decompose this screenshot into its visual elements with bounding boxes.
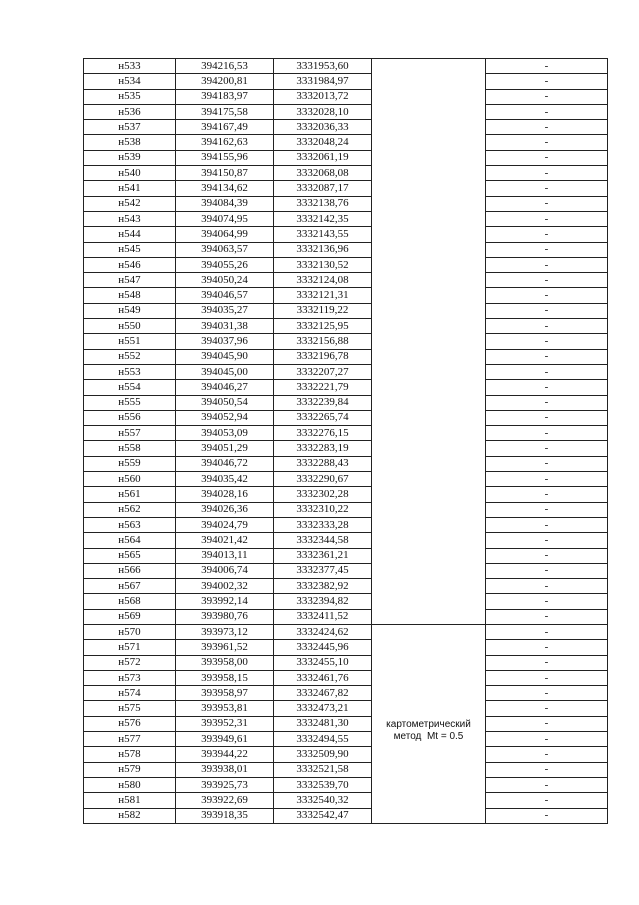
y-coordinate-cell: 3332028,10 <box>274 104 372 119</box>
y-coordinate-cell: 3332481,30 <box>274 716 372 731</box>
y-coordinate-cell: 3332196,78 <box>274 349 372 364</box>
point-id-cell: н554 <box>84 380 176 395</box>
point-id-cell: н564 <box>84 533 176 548</box>
table-row <box>84 349 608 364</box>
table-row <box>84 303 608 318</box>
x-coordinate-cell: 394074,95 <box>176 211 274 226</box>
table-row <box>84 334 608 349</box>
y-coordinate-cell: 3332377,45 <box>274 563 372 578</box>
y-coordinate-cell: 3331953,60 <box>274 59 372 74</box>
x-coordinate-cell: 394035,42 <box>176 472 274 487</box>
y-coordinate-cell: 3332361,21 <box>274 548 372 563</box>
point-id-cell: н561 <box>84 487 176 502</box>
point-id-cell: н545 <box>84 242 176 257</box>
table-row <box>84 410 608 425</box>
table-row <box>84 777 608 792</box>
y-coordinate-cell: 3332156,88 <box>274 334 372 349</box>
y-coordinate-cell: 3332061,19 <box>274 150 372 165</box>
point-id-cell: н533 <box>84 59 176 74</box>
x-coordinate-cell: 393992,14 <box>176 594 274 609</box>
table-row <box>84 579 608 594</box>
point-id-cell: н567 <box>84 579 176 594</box>
x-coordinate-cell: 394046,27 <box>176 380 274 395</box>
y-coordinate-cell: 3332125,95 <box>274 319 372 334</box>
point-id-cell: н549 <box>84 303 176 318</box>
x-coordinate-cell: 393973,12 <box>176 624 274 639</box>
point-id-cell: н568 <box>84 594 176 609</box>
table-row <box>84 150 608 165</box>
dash-cell: - <box>486 74 608 89</box>
point-id-cell: н558 <box>84 441 176 456</box>
point-id-cell: н560 <box>84 472 176 487</box>
dash-cell: - <box>486 242 608 257</box>
x-coordinate-cell: 394013,11 <box>176 548 274 563</box>
point-id-cell: н576 <box>84 716 176 731</box>
dash-cell: - <box>486 303 608 318</box>
dash-cell: - <box>486 533 608 548</box>
point-id-cell: н562 <box>84 502 176 517</box>
table-row <box>84 211 608 226</box>
point-id-cell: н544 <box>84 227 176 242</box>
x-coordinate-cell: 394051,29 <box>176 441 274 456</box>
table-row <box>84 59 608 74</box>
dash-cell: - <box>486 701 608 716</box>
point-id-cell: н543 <box>84 211 176 226</box>
y-coordinate-cell: 3332424,62 <box>274 624 372 639</box>
x-coordinate-cell: 394053,09 <box>176 426 274 441</box>
x-coordinate-cell: 394046,57 <box>176 288 274 303</box>
x-coordinate-cell: 393918,35 <box>176 808 274 823</box>
method-label-line1: картометрический <box>386 718 471 730</box>
y-coordinate-cell: 3332494,55 <box>274 732 372 747</box>
dash-cell: - <box>486 716 608 731</box>
x-coordinate-cell: 394021,42 <box>176 533 274 548</box>
x-coordinate-cell: 394050,54 <box>176 395 274 410</box>
x-coordinate-cell: 394046,72 <box>176 456 274 471</box>
dash-cell: - <box>486 686 608 701</box>
point-id-cell: н536 <box>84 104 176 119</box>
dash-cell: - <box>486 89 608 104</box>
y-coordinate-cell: 3332036,33 <box>274 120 372 135</box>
dash-cell: - <box>486 594 608 609</box>
point-id-cell: н575 <box>84 701 176 716</box>
dash-cell: - <box>486 670 608 685</box>
dash-cell: - <box>486 502 608 517</box>
point-id-cell: н535 <box>84 89 176 104</box>
point-id-cell: н548 <box>84 288 176 303</box>
x-coordinate-cell: 393953,81 <box>176 701 274 716</box>
dash-cell: - <box>486 364 608 379</box>
point-id-cell: н542 <box>84 196 176 211</box>
point-id-cell: н577 <box>84 732 176 747</box>
dash-cell: - <box>486 548 608 563</box>
y-coordinate-cell: 3332221,79 <box>274 380 372 395</box>
y-coordinate-cell: 3332542,47 <box>274 808 372 823</box>
y-coordinate-cell: 3332138,76 <box>274 196 372 211</box>
dash-cell: - <box>486 456 608 471</box>
x-coordinate-cell: 394031,38 <box>176 319 274 334</box>
x-coordinate-cell: 394216,53 <box>176 59 274 74</box>
x-coordinate-cell: 393958,97 <box>176 686 274 701</box>
method-label-line2: метод Mt = 0.5 <box>393 730 464 742</box>
point-id-cell: н573 <box>84 670 176 685</box>
table-row <box>84 89 608 104</box>
dash-cell: - <box>486 288 608 303</box>
table-row <box>84 196 608 211</box>
table-row <box>84 242 608 257</box>
dash-cell: - <box>486 319 608 334</box>
y-coordinate-cell: 3332290,67 <box>274 472 372 487</box>
y-coordinate-cell: 3332136,96 <box>274 242 372 257</box>
x-coordinate-cell: 394162,63 <box>176 135 274 150</box>
dash-cell: - <box>486 441 608 456</box>
table-row <box>84 364 608 379</box>
point-id-cell: н555 <box>84 395 176 410</box>
method-cell <box>372 624 486 823</box>
dash-cell: - <box>486 104 608 119</box>
y-coordinate-cell: 3331984,97 <box>274 74 372 89</box>
x-coordinate-cell: 393961,52 <box>176 640 274 655</box>
dash-cell: - <box>486 150 608 165</box>
point-id-cell: н540 <box>84 166 176 181</box>
y-coordinate-cell: 3332276,15 <box>274 426 372 441</box>
x-coordinate-cell: 394045,90 <box>176 349 274 364</box>
dash-cell: - <box>486 472 608 487</box>
dash-cell: - <box>486 380 608 395</box>
x-coordinate-cell: 394064,99 <box>176 227 274 242</box>
x-coordinate-cell: 393949,61 <box>176 732 274 747</box>
dash-cell: - <box>486 579 608 594</box>
point-id-cell: н563 <box>84 517 176 532</box>
dash-cell: - <box>486 624 608 639</box>
table-row <box>84 686 608 701</box>
dash-cell: - <box>486 747 608 762</box>
table-row <box>84 701 608 716</box>
dash-cell: - <box>486 273 608 288</box>
point-id-cell: н553 <box>84 364 176 379</box>
dash-cell: - <box>486 655 608 670</box>
y-coordinate-cell: 3332130,52 <box>274 257 372 272</box>
table-row <box>84 227 608 242</box>
point-id-cell: н541 <box>84 181 176 196</box>
table-row <box>84 732 608 747</box>
table-row <box>84 288 608 303</box>
x-coordinate-cell: 394150,87 <box>176 166 274 181</box>
dash-cell: - <box>486 349 608 364</box>
y-coordinate-cell: 3332540,32 <box>274 793 372 808</box>
coordinates-table-body <box>84 59 608 824</box>
y-coordinate-cell: 3332142,35 <box>274 211 372 226</box>
dash-cell: - <box>486 181 608 196</box>
table-row <box>84 548 608 563</box>
y-coordinate-cell: 3332302,28 <box>274 487 372 502</box>
dash-cell: - <box>486 334 608 349</box>
point-id-cell: н550 <box>84 319 176 334</box>
y-coordinate-cell: 3332382,92 <box>274 579 372 594</box>
table-row <box>84 762 608 777</box>
y-coordinate-cell: 3332288,43 <box>274 456 372 471</box>
x-coordinate-cell: 393938,01 <box>176 762 274 777</box>
point-id-cell: н570 <box>84 624 176 639</box>
table-row <box>84 793 608 808</box>
y-coordinate-cell: 3332143,55 <box>274 227 372 242</box>
table-row <box>84 716 608 731</box>
dash-cell: - <box>486 762 608 777</box>
table-row <box>84 609 608 624</box>
table-row <box>84 456 608 471</box>
dash-cell: - <box>486 59 608 74</box>
x-coordinate-cell: 393952,31 <box>176 716 274 731</box>
dash-cell: - <box>486 487 608 502</box>
x-coordinate-cell: 394026,36 <box>176 502 274 517</box>
y-coordinate-cell: 3332207,27 <box>274 364 372 379</box>
point-id-cell: н547 <box>84 273 176 288</box>
dash-cell: - <box>486 563 608 578</box>
x-coordinate-cell: 394167,49 <box>176 120 274 135</box>
y-coordinate-cell: 3332445,96 <box>274 640 372 655</box>
y-coordinate-cell: 3332048,24 <box>274 135 372 150</box>
dash-cell: - <box>486 227 608 242</box>
table-row <box>84 655 608 670</box>
table-row <box>84 120 608 135</box>
table-row <box>84 395 608 410</box>
point-id-cell: н572 <box>84 655 176 670</box>
y-coordinate-cell: 3332310,22 <box>274 502 372 517</box>
point-id-cell: н574 <box>84 686 176 701</box>
dash-cell: - <box>486 808 608 823</box>
point-id-cell: н581 <box>84 793 176 808</box>
table-row <box>84 319 608 334</box>
table-row <box>84 487 608 502</box>
y-coordinate-cell: 3332119,22 <box>274 303 372 318</box>
x-coordinate-cell: 394084,39 <box>176 196 274 211</box>
dash-cell: - <box>486 609 608 624</box>
table-row <box>84 273 608 288</box>
y-coordinate-cell: 3332239,84 <box>274 395 372 410</box>
y-coordinate-cell: 3332411,52 <box>274 609 372 624</box>
y-coordinate-cell: 3332455,10 <box>274 655 372 670</box>
x-coordinate-cell: 394002,32 <box>176 579 274 594</box>
y-coordinate-cell: 3332521,58 <box>274 762 372 777</box>
point-id-cell: н551 <box>84 334 176 349</box>
y-coordinate-cell: 3332473,21 <box>274 701 372 716</box>
coordinates-table <box>83 58 608 824</box>
y-coordinate-cell: 3332509,90 <box>274 747 372 762</box>
table-row <box>84 670 608 685</box>
y-coordinate-cell: 3332344,58 <box>274 533 372 548</box>
dash-cell: - <box>486 120 608 135</box>
table-row <box>84 594 608 609</box>
point-id-cell: н556 <box>84 410 176 425</box>
x-coordinate-cell: 393922,69 <box>176 793 274 808</box>
x-coordinate-cell: 394028,16 <box>176 487 274 502</box>
table-row <box>84 135 608 150</box>
dash-cell: - <box>486 517 608 532</box>
x-coordinate-cell: 393958,00 <box>176 655 274 670</box>
y-coordinate-cell: 3332283,19 <box>274 441 372 456</box>
x-coordinate-cell: 393958,15 <box>176 670 274 685</box>
table-row <box>84 472 608 487</box>
y-coordinate-cell: 3332467,82 <box>274 686 372 701</box>
point-id-cell: н539 <box>84 150 176 165</box>
dash-cell: - <box>486 257 608 272</box>
x-coordinate-cell: 394063,57 <box>176 242 274 257</box>
table-row <box>84 624 608 639</box>
point-id-cell: н546 <box>84 257 176 272</box>
point-id-cell: н538 <box>84 135 176 150</box>
point-id-cell: н582 <box>84 808 176 823</box>
x-coordinate-cell: 394050,24 <box>176 273 274 288</box>
x-coordinate-cell: 394037,96 <box>176 334 274 349</box>
dash-cell: - <box>486 732 608 747</box>
point-id-cell: н534 <box>84 74 176 89</box>
table-row <box>84 181 608 196</box>
x-coordinate-cell: 394035,27 <box>176 303 274 318</box>
x-coordinate-cell: 393944,22 <box>176 747 274 762</box>
x-coordinate-cell: 394024,79 <box>176 517 274 532</box>
y-coordinate-cell: 3332124,08 <box>274 273 372 288</box>
x-coordinate-cell: 394006,74 <box>176 563 274 578</box>
y-coordinate-cell: 3332394,82 <box>274 594 372 609</box>
point-id-cell: н565 <box>84 548 176 563</box>
table-row <box>84 426 608 441</box>
y-coordinate-cell: 3332087,17 <box>274 181 372 196</box>
point-id-cell: н537 <box>84 120 176 135</box>
point-id-cell: н559 <box>84 456 176 471</box>
table-row <box>84 563 608 578</box>
y-coordinate-cell: 3332121,31 <box>274 288 372 303</box>
method-cell-empty <box>372 59 486 625</box>
y-coordinate-cell: 3332333,28 <box>274 517 372 532</box>
x-coordinate-cell: 394055,26 <box>176 257 274 272</box>
point-id-cell: н571 <box>84 640 176 655</box>
table-row <box>84 517 608 532</box>
x-coordinate-cell: 394045,00 <box>176 364 274 379</box>
dash-cell: - <box>486 166 608 181</box>
dash-cell: - <box>486 196 608 211</box>
x-coordinate-cell: 394134,62 <box>176 181 274 196</box>
dash-cell: - <box>486 211 608 226</box>
x-coordinate-cell: 394175,58 <box>176 104 274 119</box>
point-id-cell: н552 <box>84 349 176 364</box>
point-id-cell: н557 <box>84 426 176 441</box>
x-coordinate-cell: 393980,76 <box>176 609 274 624</box>
dash-cell: - <box>486 777 608 792</box>
table-row <box>84 441 608 456</box>
table-row <box>84 747 608 762</box>
table-row <box>84 502 608 517</box>
x-coordinate-cell: 394155,96 <box>176 150 274 165</box>
table-row <box>84 640 608 655</box>
point-id-cell: н579 <box>84 762 176 777</box>
y-coordinate-cell: 3332068,08 <box>274 166 372 181</box>
table-row <box>84 380 608 395</box>
table-row <box>84 74 608 89</box>
dash-cell: - <box>486 410 608 425</box>
y-coordinate-cell: 3332013,72 <box>274 89 372 104</box>
dash-cell: - <box>486 395 608 410</box>
table-row <box>84 104 608 119</box>
point-id-cell: н580 <box>84 777 176 792</box>
point-id-cell: н566 <box>84 563 176 578</box>
table-row <box>84 166 608 181</box>
x-coordinate-cell: 394052,94 <box>176 410 274 425</box>
point-id-cell: н578 <box>84 747 176 762</box>
x-coordinate-cell: 393925,73 <box>176 777 274 792</box>
table-row <box>84 808 608 823</box>
x-coordinate-cell: 394200,81 <box>176 74 274 89</box>
table-row <box>84 533 608 548</box>
x-coordinate-cell: 394183,97 <box>176 89 274 104</box>
dash-cell: - <box>486 793 608 808</box>
point-id-cell: н569 <box>84 609 176 624</box>
dash-cell: - <box>486 640 608 655</box>
dash-cell: - <box>486 426 608 441</box>
table-row <box>84 257 608 272</box>
dash-cell: - <box>486 135 608 150</box>
y-coordinate-cell: 3332461,76 <box>274 670 372 685</box>
y-coordinate-cell: 3332539,70 <box>274 777 372 792</box>
y-coordinate-cell: 3332265,74 <box>274 410 372 425</box>
